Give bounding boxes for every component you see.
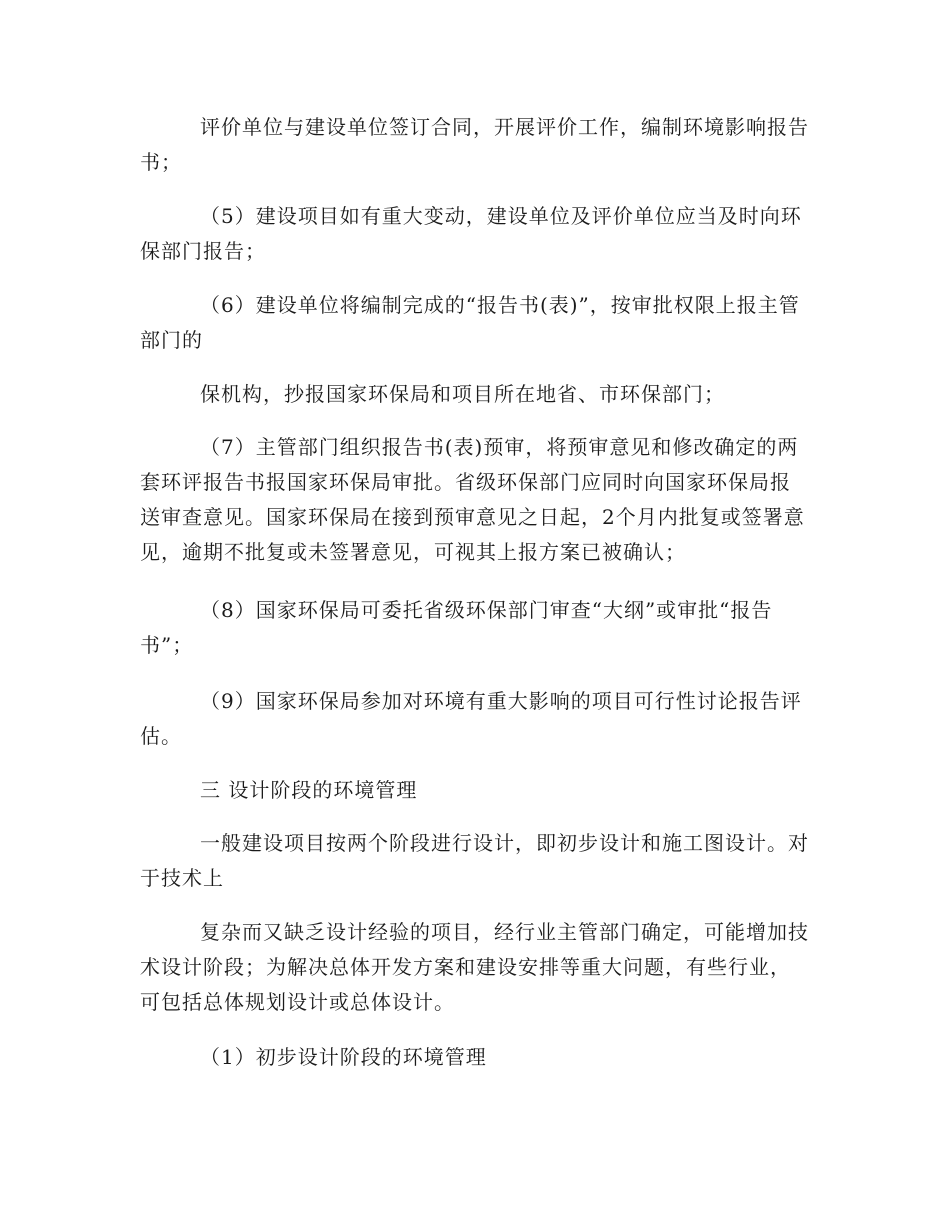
section-heading-design-stage: 三 设计阶段的环境管理 (200, 778, 418, 802)
subheading-preliminary-design: （1）初步设计阶段的环境管理 (200, 1045, 487, 1069)
paragraph-item-8: （8）国家环保局可委托省级环保部门审查“大纲”或审批“报告书”； (140, 598, 773, 657)
paragraph-continuation-agencies: 保机构，抄报国家环保局和项目所在地省、市环保部门； (200, 382, 725, 406)
paragraph-item-5: （5）建设项目如有重大变动，建设单位及评价单位应当及时向环保部门报告； (140, 204, 802, 263)
paragraph-item-6: （6）建设单位将编制完成的“报告书(表)”，按审批权限上报主管部门的 (140, 293, 800, 352)
paragraph-item-9: （9）国家环保局参加对环境有重大影响的项目可行性讨论报告评估。 (140, 689, 802, 748)
paragraph-complex-projects: 复杂而又缺乏设计经验的项目，经行业主管部门确定，可能增加技术设计阶段；为解决总体开发方案和建设安排等重大问题，有些行业，可包括总体规划设计或总体设计。 (140, 920, 809, 1014)
paragraph-design-two-stages: 一般建设项目按两个阶段进行设计，即初步设计和施工图设计。对于技术上 (140, 831, 809, 890)
paragraph-evaluation-contract: 评价单位与建设单位签订合同，开展评价工作，编制环境影响报告书； (140, 115, 809, 174)
paragraph-item-7: （7）主管部门组织报告书(表)预审，将预审意见和修改确定的两套环评报告书报国家环保局审批。省级环保部门应同时向国家环保局报送审查意见。国家环保局在接到预审意见之日起，2个月内批复或签署意见，逾期不批复或未签署意见，可视其上报方案已被确认； (140, 435, 805, 564)
